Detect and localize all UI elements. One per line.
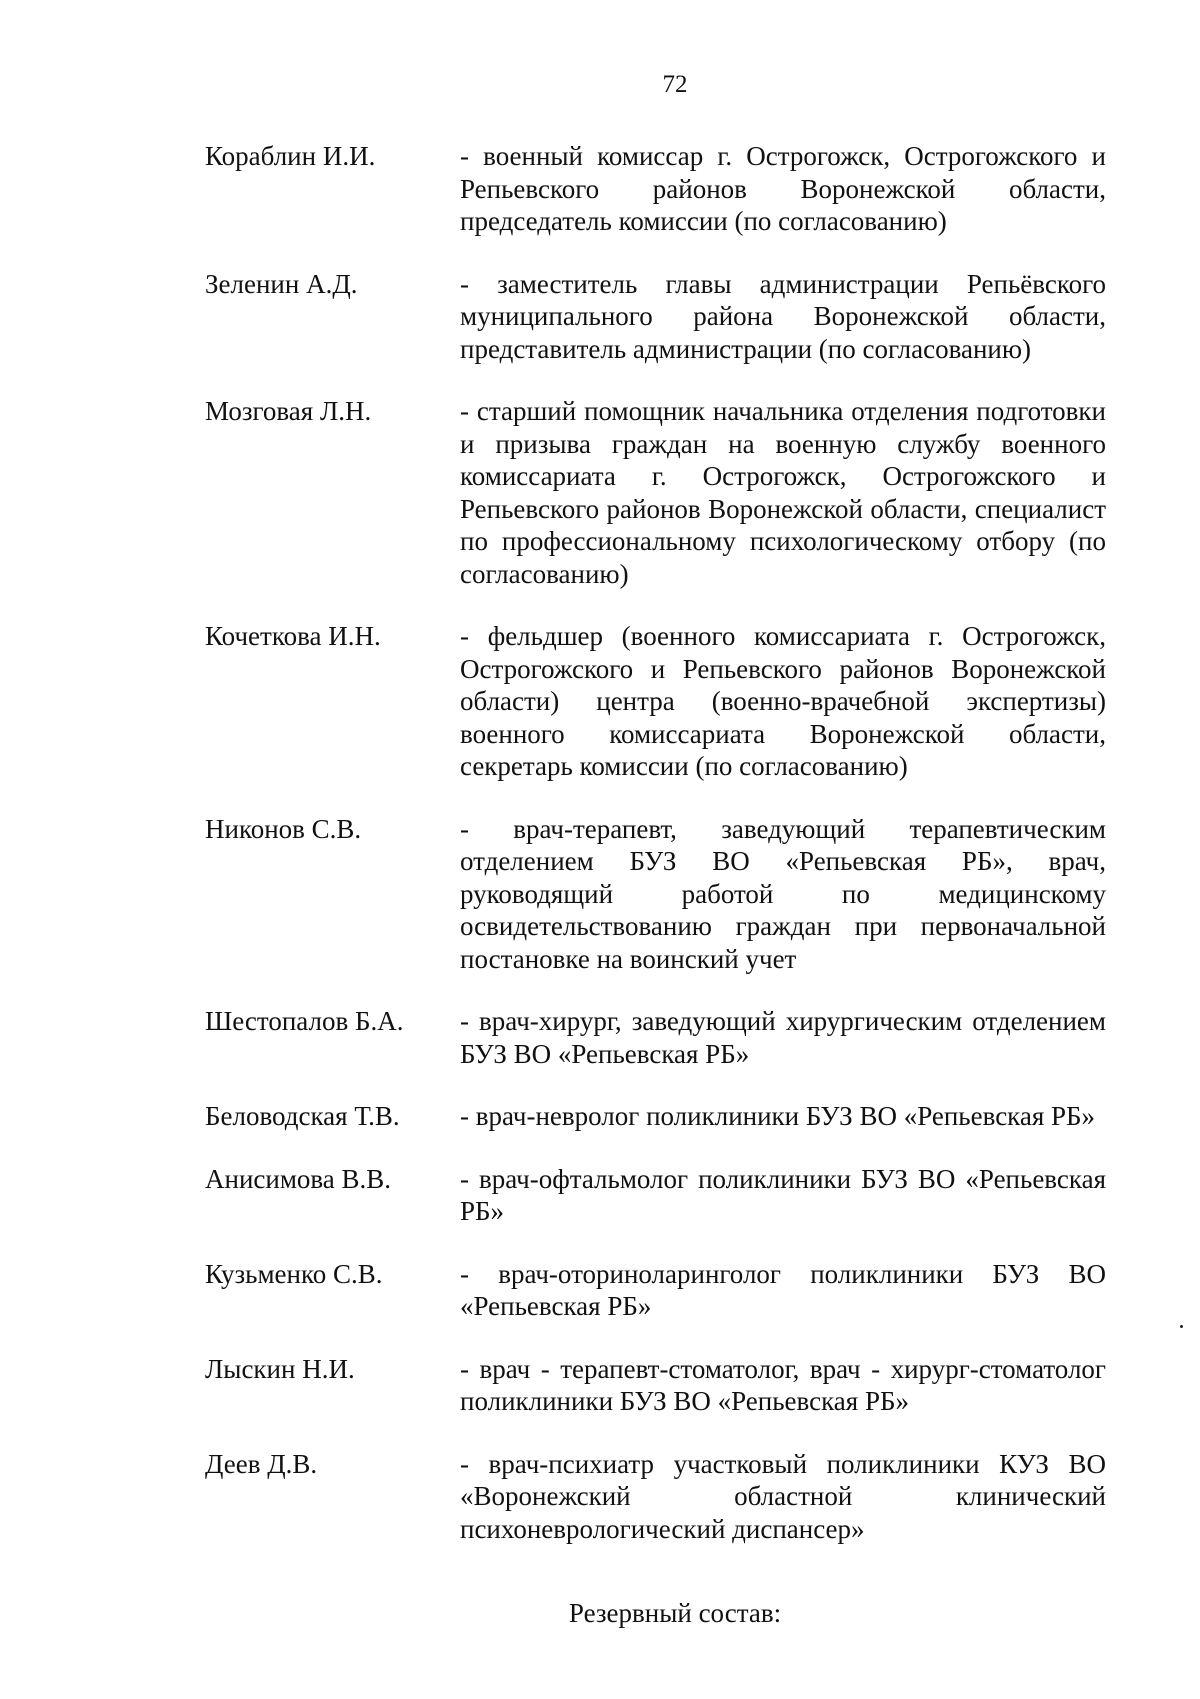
member-role: - старший помощник начальника отделения подготовки и призыва граждан на военную службу военного комиссариата г. Острогожск, Острогожского и Репьевского районов Воронежской области, специалист по профессиональному психологическому отбору (по согласованию) <box>460 396 1106 589</box>
member-name: Кораблин И.И. <box>205 141 376 171</box>
member-entry <box>0 395 1200 590</box>
member-role: - заместитель главы администрации Репьёвского муниципального района Воронежской области, представитель администрации (по согласованию) <box>460 268 1106 364</box>
member-role: - врач-терапевт, заведующий терапевтическим отделением БУЗ ВО «Репьевская РБ», врач, руководящий работой по медицинскому освидетельствованию граждан при первоначальной постановке на воинский учет <box>460 813 1106 974</box>
member-role: - врач-невролог поликлиники БУЗ ВО «Репьевская РБ» <box>460 1101 1096 1131</box>
member-role: - врач - терапевт-стоматолог, врач - хирург-стоматолог поликлиники БУЗ ВО «Репьевская РБ» <box>460 1353 1106 1416</box>
member-name: Шестопалов Б.А. <box>205 1006 404 1036</box>
member-name: Кузьменко С.В. <box>205 1258 383 1289</box>
member-name: Беловодская Т.В. <box>205 1101 400 1131</box>
member-entry <box>0 1258 1200 1323</box>
member-entry <box>0 1353 1200 1418</box>
member-entry <box>0 140 1200 238</box>
member-entry <box>0 1100 1200 1133</box>
member-name: Зеленин А.Д. <box>205 268 358 299</box>
reserve-heading: Резервный состав: <box>568 1598 782 1628</box>
member-role: - фельдшер (военного комиссариата г. Острогожск, Острогожского и Репьевского районов Воронежской области) центра (военно-врачебной экспертизы) военного комиссариата Воронежской области, секретарь комиссии (по согласованию) <box>460 621 1106 781</box>
member-entry <box>0 1448 1200 1546</box>
scan-speck <box>1180 1325 1183 1328</box>
member-entry <box>0 1005 1200 1070</box>
commission-members-list <box>0 140 1200 1575</box>
member-role: - военный комиссар г. Острогожск, Острогожского и Репьевского районов Воронежской области, председатель комиссии (по согласованию) <box>460 141 1106 236</box>
member-entry <box>0 620 1200 783</box>
member-role: - врач-офтальмолог поликлиники БУЗ ВО «Репьевская РБ» <box>460 1163 1106 1226</box>
member-name: Мозговая Л.Н. <box>205 396 372 426</box>
member-name: Анисимова В.В. <box>205 1163 392 1194</box>
page-number: 72 <box>662 71 688 98</box>
member-name: Кочеткова И.Н. <box>205 621 381 651</box>
member-entry <box>0 1163 1200 1228</box>
member-entry <box>0 813 1200 976</box>
member-name: Лыскин Н.И. <box>205 1353 355 1384</box>
member-entry <box>0 268 1200 366</box>
member-role: - врач-хирург, заведующий хирургическим отделением БУЗ ВО «Репьевская РБ» <box>460 1006 1106 1069</box>
member-name: Никонов С.В. <box>205 813 362 844</box>
member-name: Деев Д.В. <box>205 1448 318 1479</box>
member-role: - врач-психиатр участковый поликлиники КУЗ ВО «Воронежский областной клинический психоневрологический диспансер» <box>460 1448 1106 1544</box>
member-role: - врач-оториноларинголог поликлиники БУЗ ВО «Репьевская РБ» <box>460 1258 1106 1321</box>
